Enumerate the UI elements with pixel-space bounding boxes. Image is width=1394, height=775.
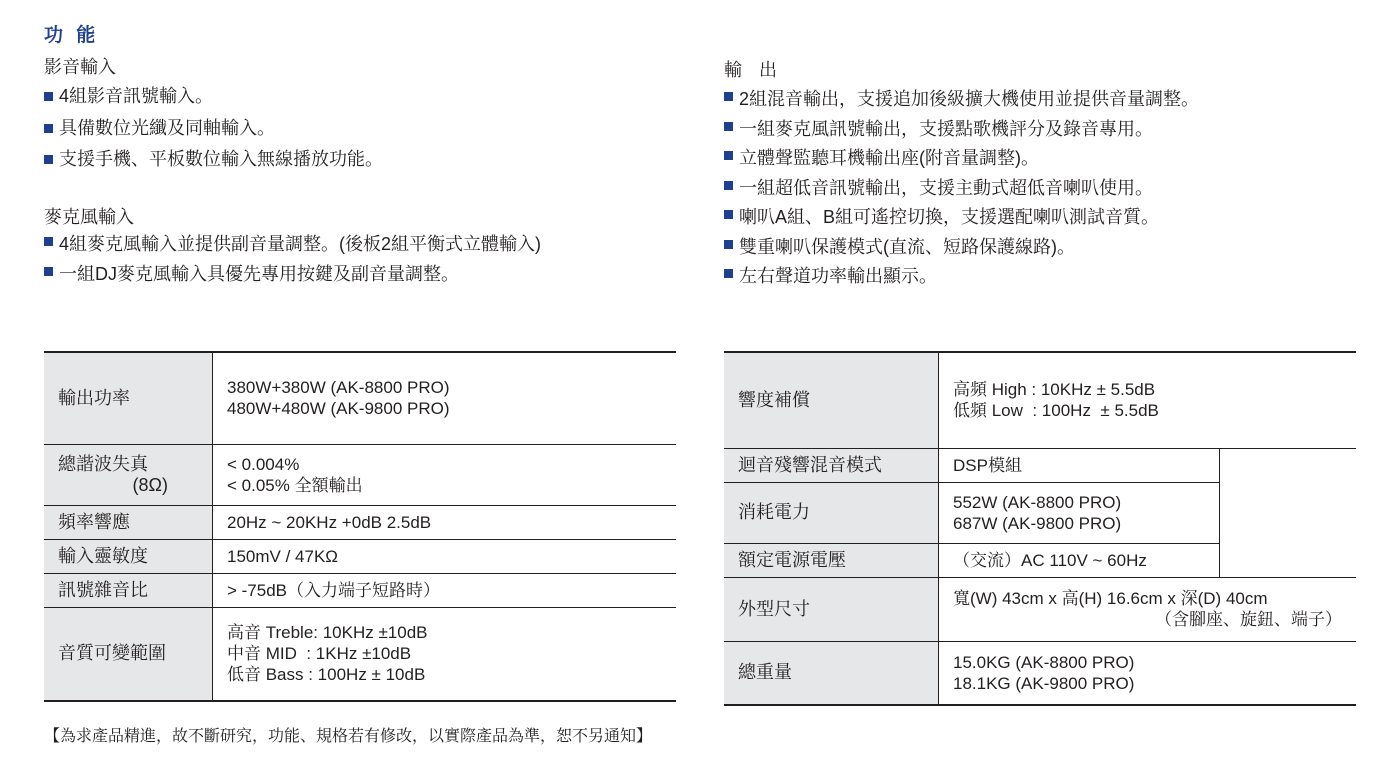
spec-value: < 0.004% < 0.05% 全額輸出 [213, 444, 677, 505]
bullet-square-icon [724, 181, 733, 190]
table-row [44, 444, 676, 505]
spec-value: 高音 Treble: 10KHz ±10dB 中音 MID : 1KHz ±10dB 低音 Bass : 100Hz ± 10dB [213, 607, 677, 701]
video-input-heading: 影音輸入 [44, 57, 116, 77]
spec-label: 外型尺寸 [724, 577, 939, 641]
bullet-square-icon [44, 267, 53, 276]
table-row [724, 577, 1356, 641]
spec-value: 20Hz ~ 20KHz +0dB 2.5dB [213, 505, 677, 539]
page-title: 功 能 [44, 25, 100, 46]
list-item: 支援手機、平板數位輸入無線播放功能。 [44, 144, 383, 176]
bullet-square-icon [44, 92, 53, 101]
spec-label: 輸入靈敏度 [44, 539, 213, 573]
table-row [724, 641, 1356, 705]
table-row [44, 352, 676, 444]
spec-value: 150mV / 47KΩ [213, 539, 677, 573]
spec-table-right [724, 351, 1356, 706]
list-item: 雙重喇叭保護模式(直流、短路保護線路)。 [724, 233, 1199, 263]
spec-value: 380W+380W (AK-8800 PRO) 480W+480W (AK-9800 PRO) [213, 352, 677, 444]
video-input-list [44, 81, 383, 176]
spec-label: 額定電源電壓 [724, 543, 939, 577]
mic-input-heading: 麥克風輸入 [44, 207, 134, 227]
spec-label: 音質可變範圍 [44, 607, 213, 701]
spec-value: DSP模組 [939, 448, 1220, 482]
spec-label: 輸出功率 [44, 352, 213, 444]
mic-input-list [44, 230, 541, 289]
output-heading: 輸 出 [724, 60, 784, 80]
spec-value: 15.0KG (AK-8800 PRO) 18.1KG (AK-9800 PRO) [939, 641, 1357, 705]
bullet-square-icon [724, 122, 733, 131]
blank-cell [1220, 448, 1357, 577]
list-item: 左右聲道功率輸出顯示。 [724, 262, 1199, 292]
bullet-square-icon [724, 210, 733, 219]
spec-label: 頻率響應 [44, 505, 213, 539]
output-list [724, 85, 1199, 292]
bullet-square-icon [44, 155, 53, 164]
bullet-square-icon [724, 240, 733, 249]
bullet-square-icon [724, 269, 733, 278]
spec-value: 552W (AK-8800 PRO) 687W (AK-9800 PRO) [939, 482, 1220, 543]
spec-label: 響度補償 [724, 352, 939, 448]
list-item: 具備數位光纖及同軸輸入。 [44, 113, 383, 145]
list-item: 一組麥克風訊號輸出，支援點歌機評分及錄音專用。 [724, 115, 1199, 145]
list-item: 立體聲監聽耳機輸出座(附音量調整)。 [724, 144, 1199, 174]
table-row [724, 352, 1356, 448]
list-item: 喇叭A組、B組可遙控切換，支援選配喇叭測試音質。 [724, 203, 1199, 233]
bullet-square-icon [44, 237, 53, 246]
spec-value: 寬(W) 43cm x 高(H) 16.6cm x 深(D) 40cm （含腳座、旋鈕、端子） [939, 577, 1357, 641]
bullet-square-icon [44, 124, 53, 133]
list-item: 4組影音訊號輸入。 [44, 81, 383, 113]
spec-label: 消耗電力 [724, 482, 939, 543]
bullet-square-icon [724, 151, 733, 160]
spec-label: 迴音殘響混音模式 [724, 448, 939, 482]
list-item: 4組麥克風輸入並提供副音量調整。(後板2組平衡式立體輸入) [44, 230, 541, 260]
table-row [44, 539, 676, 573]
table-row [44, 573, 676, 607]
spec-label: 總諧波失真 (8Ω) [44, 444, 213, 505]
list-item: 2組混音輸出，支援追加後級擴大機使用並提供音量調整。 [724, 85, 1199, 115]
table-row [44, 505, 676, 539]
spec-value: （交流）AC 110V ~ 60Hz [939, 543, 1220, 577]
list-item: 一組超低音訊號輸出，支援主動式超低音喇叭使用。 [724, 174, 1199, 204]
bullet-square-icon [724, 92, 733, 101]
spec-label: 總重量 [724, 641, 939, 705]
spec-label: 訊號雜音比 [44, 573, 213, 607]
table-row [724, 448, 1356, 482]
table-row [44, 607, 676, 701]
spec-table-left [44, 351, 676, 702]
footer-note: 【為求產品精進，故不斷研究，功能、規格若有修改，以實際產品為準，恕不另通知】 [44, 728, 653, 745]
spec-value: > -75dB（入力端子短路時） [213, 573, 677, 607]
spec-value: 高頻 High : 10KHz ± 5.5dB 低頻 Low : 100Hz ± 5.5dB [939, 352, 1357, 448]
list-item: 一組DJ麥克風輸入具優先專用按鍵及副音量調整。 [44, 260, 541, 290]
